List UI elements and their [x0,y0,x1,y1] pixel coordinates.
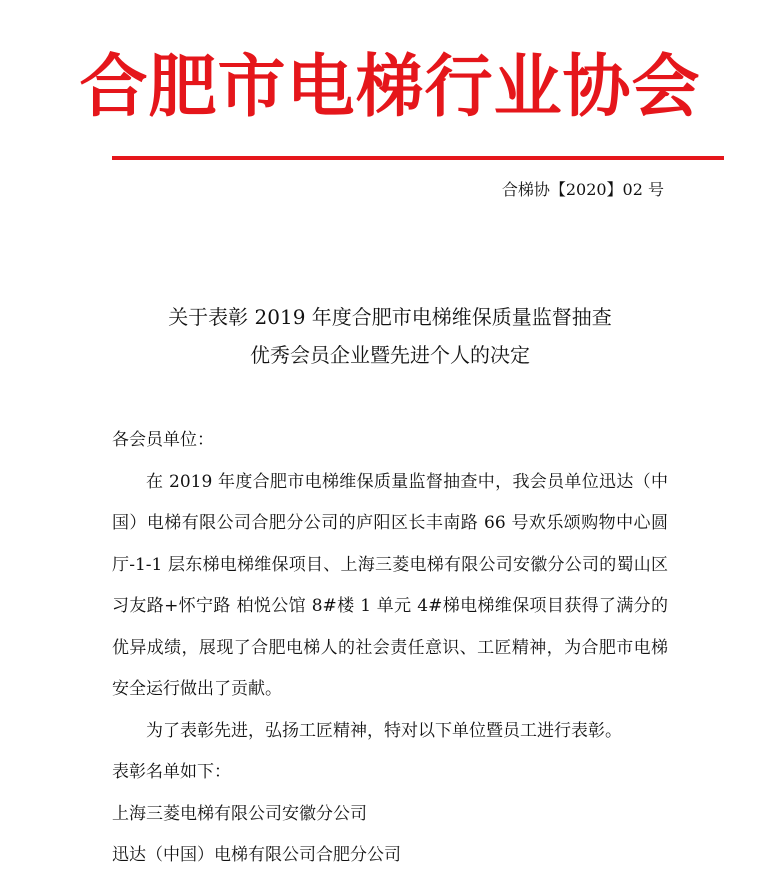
document-number: 合梯协【2020】02 号 [501,180,664,199]
honoree-item: 迅达（中国）电梯有限公司合肥分公司 [112,845,401,865]
document-title-line-1: 关于表彰 2019 年度合肥市电梯维保质量监督抽查 [168,305,612,329]
honoree-item: 上海三菱电梯有限公司安徽分公司 [112,803,367,824]
body-paragraph-1: 在 2019 年度合肥市电梯维保质量监督抽查中，我会员单位迅达（中国）电梯有限公司合肥分公司的庐阳区长丰南路 66 号欢乐颂购物中心圆厅-1-1 层东梯电梯维保项目、上海三菱电梯有限公司安徽分公司的蜀山区习友路+怀宁路 柏悦公馆 8#楼 1 单元 4#梯电梯维保项目获得了满分的优异成绩，展现了合肥电梯人的社会责任意识、工匠精神，为合肥市电梯安全运行做出了贡献。 [112,471,668,699]
organization-name-header: 合肥市电梯行业协会 [79,48,701,127]
red-divider-line [112,156,724,160]
document-body [112,420,668,877]
document-title [0,298,780,374]
body-paragraph-2: 为了表彰先进，弘扬工匠精神，特对以下单位暨员工进行表彰。 [146,720,622,741]
document-title-line-2: 优秀会员企业暨先进个人的决定 [250,343,530,367]
honoree-list-intro: 表彰名单如下： [112,762,231,782]
salutation: 各会员单位： [112,430,214,450]
